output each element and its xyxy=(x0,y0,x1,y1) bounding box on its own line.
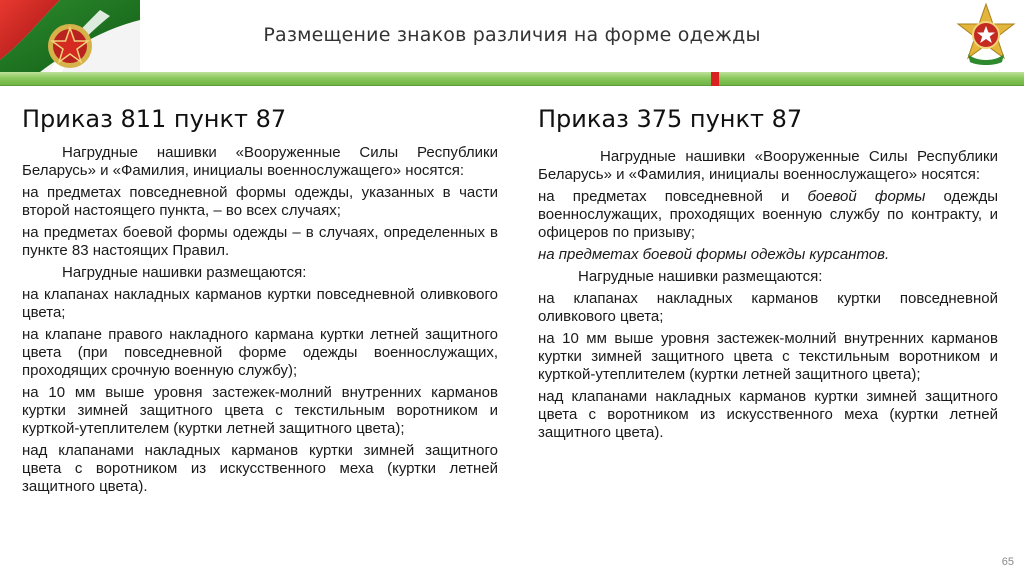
left-paragraph-5: на клапанах накладных карманов куртки повседневной оливкового цвета; xyxy=(22,286,498,321)
left-column xyxy=(22,104,498,500)
right-paragraph-2 xyxy=(538,188,998,242)
header-accent-mark xyxy=(711,72,719,86)
right-paragraph-2-emphasis: боевой формы xyxy=(807,188,926,205)
right-paragraph-4: Нагрудные нашивки размещаются: xyxy=(578,268,823,285)
right-paragraph-7: над клапанами накладных карманов куртки зимней защитного цвета с воротником из искусственного меха (куртки летней защитного цвета). xyxy=(538,388,998,441)
header-divider-bar xyxy=(0,72,1024,86)
left-paragraph-8: над клапанами накладных карманов куртки зимней защитного цвета с воротником из искусственного меха (куртки летней защитного цвета). xyxy=(22,442,498,495)
right-column xyxy=(538,104,998,446)
right-paragraph-3: на предметах боевой формы одежды курсантов. xyxy=(538,246,890,263)
right-paragraph-2-text-c: одежды военнослужащих, проходящих военную службу по контракту, и офицеров по призыву; xyxy=(538,188,998,241)
slide-title: Размещение знаков различия на форме одежды xyxy=(263,24,761,46)
right-paragraph-1: Нагрудные нашивки «Вооруженные Силы Республики Беларусь» и «Фамилия, инициалы военнослужащего» носятся: xyxy=(538,148,998,183)
right-paragraph-6: на 10 мм выше уровня застежек-молний внутренних карманов куртки зимней защитного цвета с текстильным воротником и курткой-утеплителем (куртки летней защитного цвета); xyxy=(538,330,998,383)
left-paragraph-3: на предметах боевой формы одежды – в случаях, определенных в пункте 83 настоящих Правил. xyxy=(22,224,498,259)
left-paragraph-7: на 10 мм выше уровня застежек-молний внутренних карманов куртки зимней защитного цвета с текстильным воротником и курткой-утеплителем (куртки летней защитного цвета); xyxy=(22,384,498,437)
left-paragraph-6: на клапане правого накладного кармана куртки летней защитного цвета (при повседневной форме одежды военнослужащих, проходящих срочную военную службу); xyxy=(22,326,498,379)
page-number: 65 xyxy=(1001,556,1014,568)
left-heading: Приказ 811 пункт 87 xyxy=(22,105,287,133)
slide-header xyxy=(0,0,1024,72)
right-paragraph-5: на клапанах накладных карманов куртки повседневной оливкового цвета; xyxy=(538,290,998,325)
military-star-emblem-icon xyxy=(954,2,1018,68)
left-paragraph-4: Нагрудные нашивки размещаются: xyxy=(62,264,307,281)
right-heading: Приказ 375 пункт 87 xyxy=(538,105,803,133)
right-paragraph-2-text-a: на предметах повседневной и xyxy=(538,188,808,205)
left-paragraph-2: на предметах повседневной формы одежды, указанных в части второй настоящего пункта, – во всех случаях; xyxy=(22,184,498,219)
left-paragraph-1: Нагрудные нашивки «Вооруженные Силы Республики Беларусь» и «Фамилия, инициалы военнослужащего» носятся: xyxy=(22,144,498,179)
